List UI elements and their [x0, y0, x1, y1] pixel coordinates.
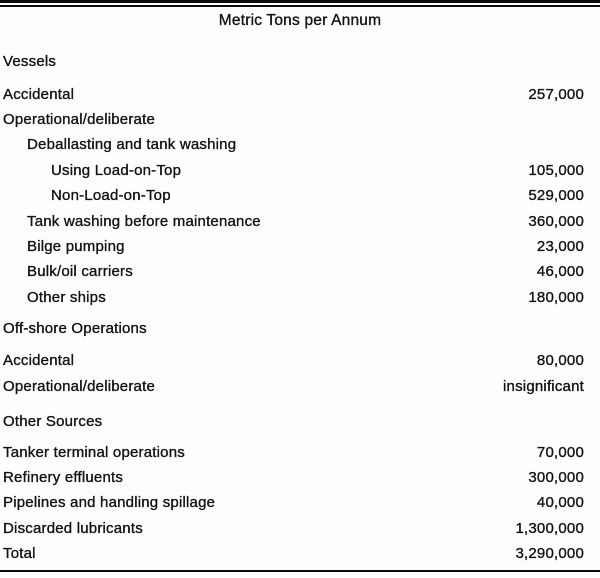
- row-value: 80,000: [536, 352, 584, 370]
- table-row: [0, 158, 584, 183]
- row-label: Bilge pumping: [27, 237, 125, 255]
- row-value: 23,000: [536, 237, 584, 255]
- row-label: Operational/deliberate: [3, 377, 155, 395]
- table-body: [0, 49, 600, 566]
- table-bottom-rule: [0, 570, 600, 572]
- row-label: Non-Load-on-Top: [51, 187, 171, 205]
- row-label: Operational/deliberate: [3, 110, 155, 128]
- section-header: Other Sources: [3, 413, 103, 431]
- table-row: [0, 541, 584, 566]
- row-value: 70,000: [536, 443, 584, 461]
- section-header: Vessels: [3, 53, 57, 70]
- row-value: insignificant: [503, 377, 584, 395]
- table-row: [0, 183, 584, 208]
- row-value: 180,000: [528, 288, 584, 306]
- row-label: Discarded lubricants: [3, 519, 143, 537]
- table-row: [0, 465, 584, 490]
- row-value: 105,000: [528, 161, 584, 179]
- table-top-double-rule: [0, 0, 600, 7]
- table-row: [0, 132, 584, 157]
- row-value: 46,000: [536, 263, 584, 281]
- table-row: [0, 516, 584, 541]
- table-row: [0, 490, 584, 515]
- row-value: 257,000: [528, 85, 584, 103]
- row-value: 3,290,000: [515, 545, 584, 563]
- row-label: Other ships: [27, 288, 106, 306]
- row-value: 529,000: [528, 187, 584, 205]
- row-label: Total: [3, 545, 36, 563]
- row-label: Deballasting and tank washing: [27, 136, 237, 154]
- row-label: Tank washing before maintenance: [27, 212, 261, 230]
- row-value: 1,300,000: [515, 519, 584, 537]
- row-value: 300,000: [528, 469, 584, 487]
- row-value: 40,000: [536, 494, 584, 512]
- table-row: [0, 374, 584, 399]
- table-row: [0, 439, 584, 464]
- table-row: [0, 107, 584, 132]
- table-row: [0, 208, 584, 233]
- row-label: Using Load-on-Top: [51, 161, 182, 179]
- row-label: Accidental: [3, 352, 75, 370]
- table-row: [0, 285, 584, 310]
- row-value: 360,000: [528, 212, 584, 230]
- row-label: Bulk/oil carriers: [27, 263, 133, 281]
- table-row: [0, 348, 584, 373]
- row-label: Pipelines and handling spillage: [3, 494, 216, 512]
- table-row: [0, 259, 584, 284]
- table-row: [0, 234, 584, 259]
- row-label: Accidental: [3, 85, 75, 103]
- section-header: Off-shore Operations: [3, 319, 147, 337]
- table-row: [0, 81, 584, 106]
- table-column-header: Metric Tons per Annum: [218, 12, 382, 29]
- row-label: Refinery effluents: [3, 469, 124, 487]
- row-label: Tanker terminal operations: [3, 443, 185, 461]
